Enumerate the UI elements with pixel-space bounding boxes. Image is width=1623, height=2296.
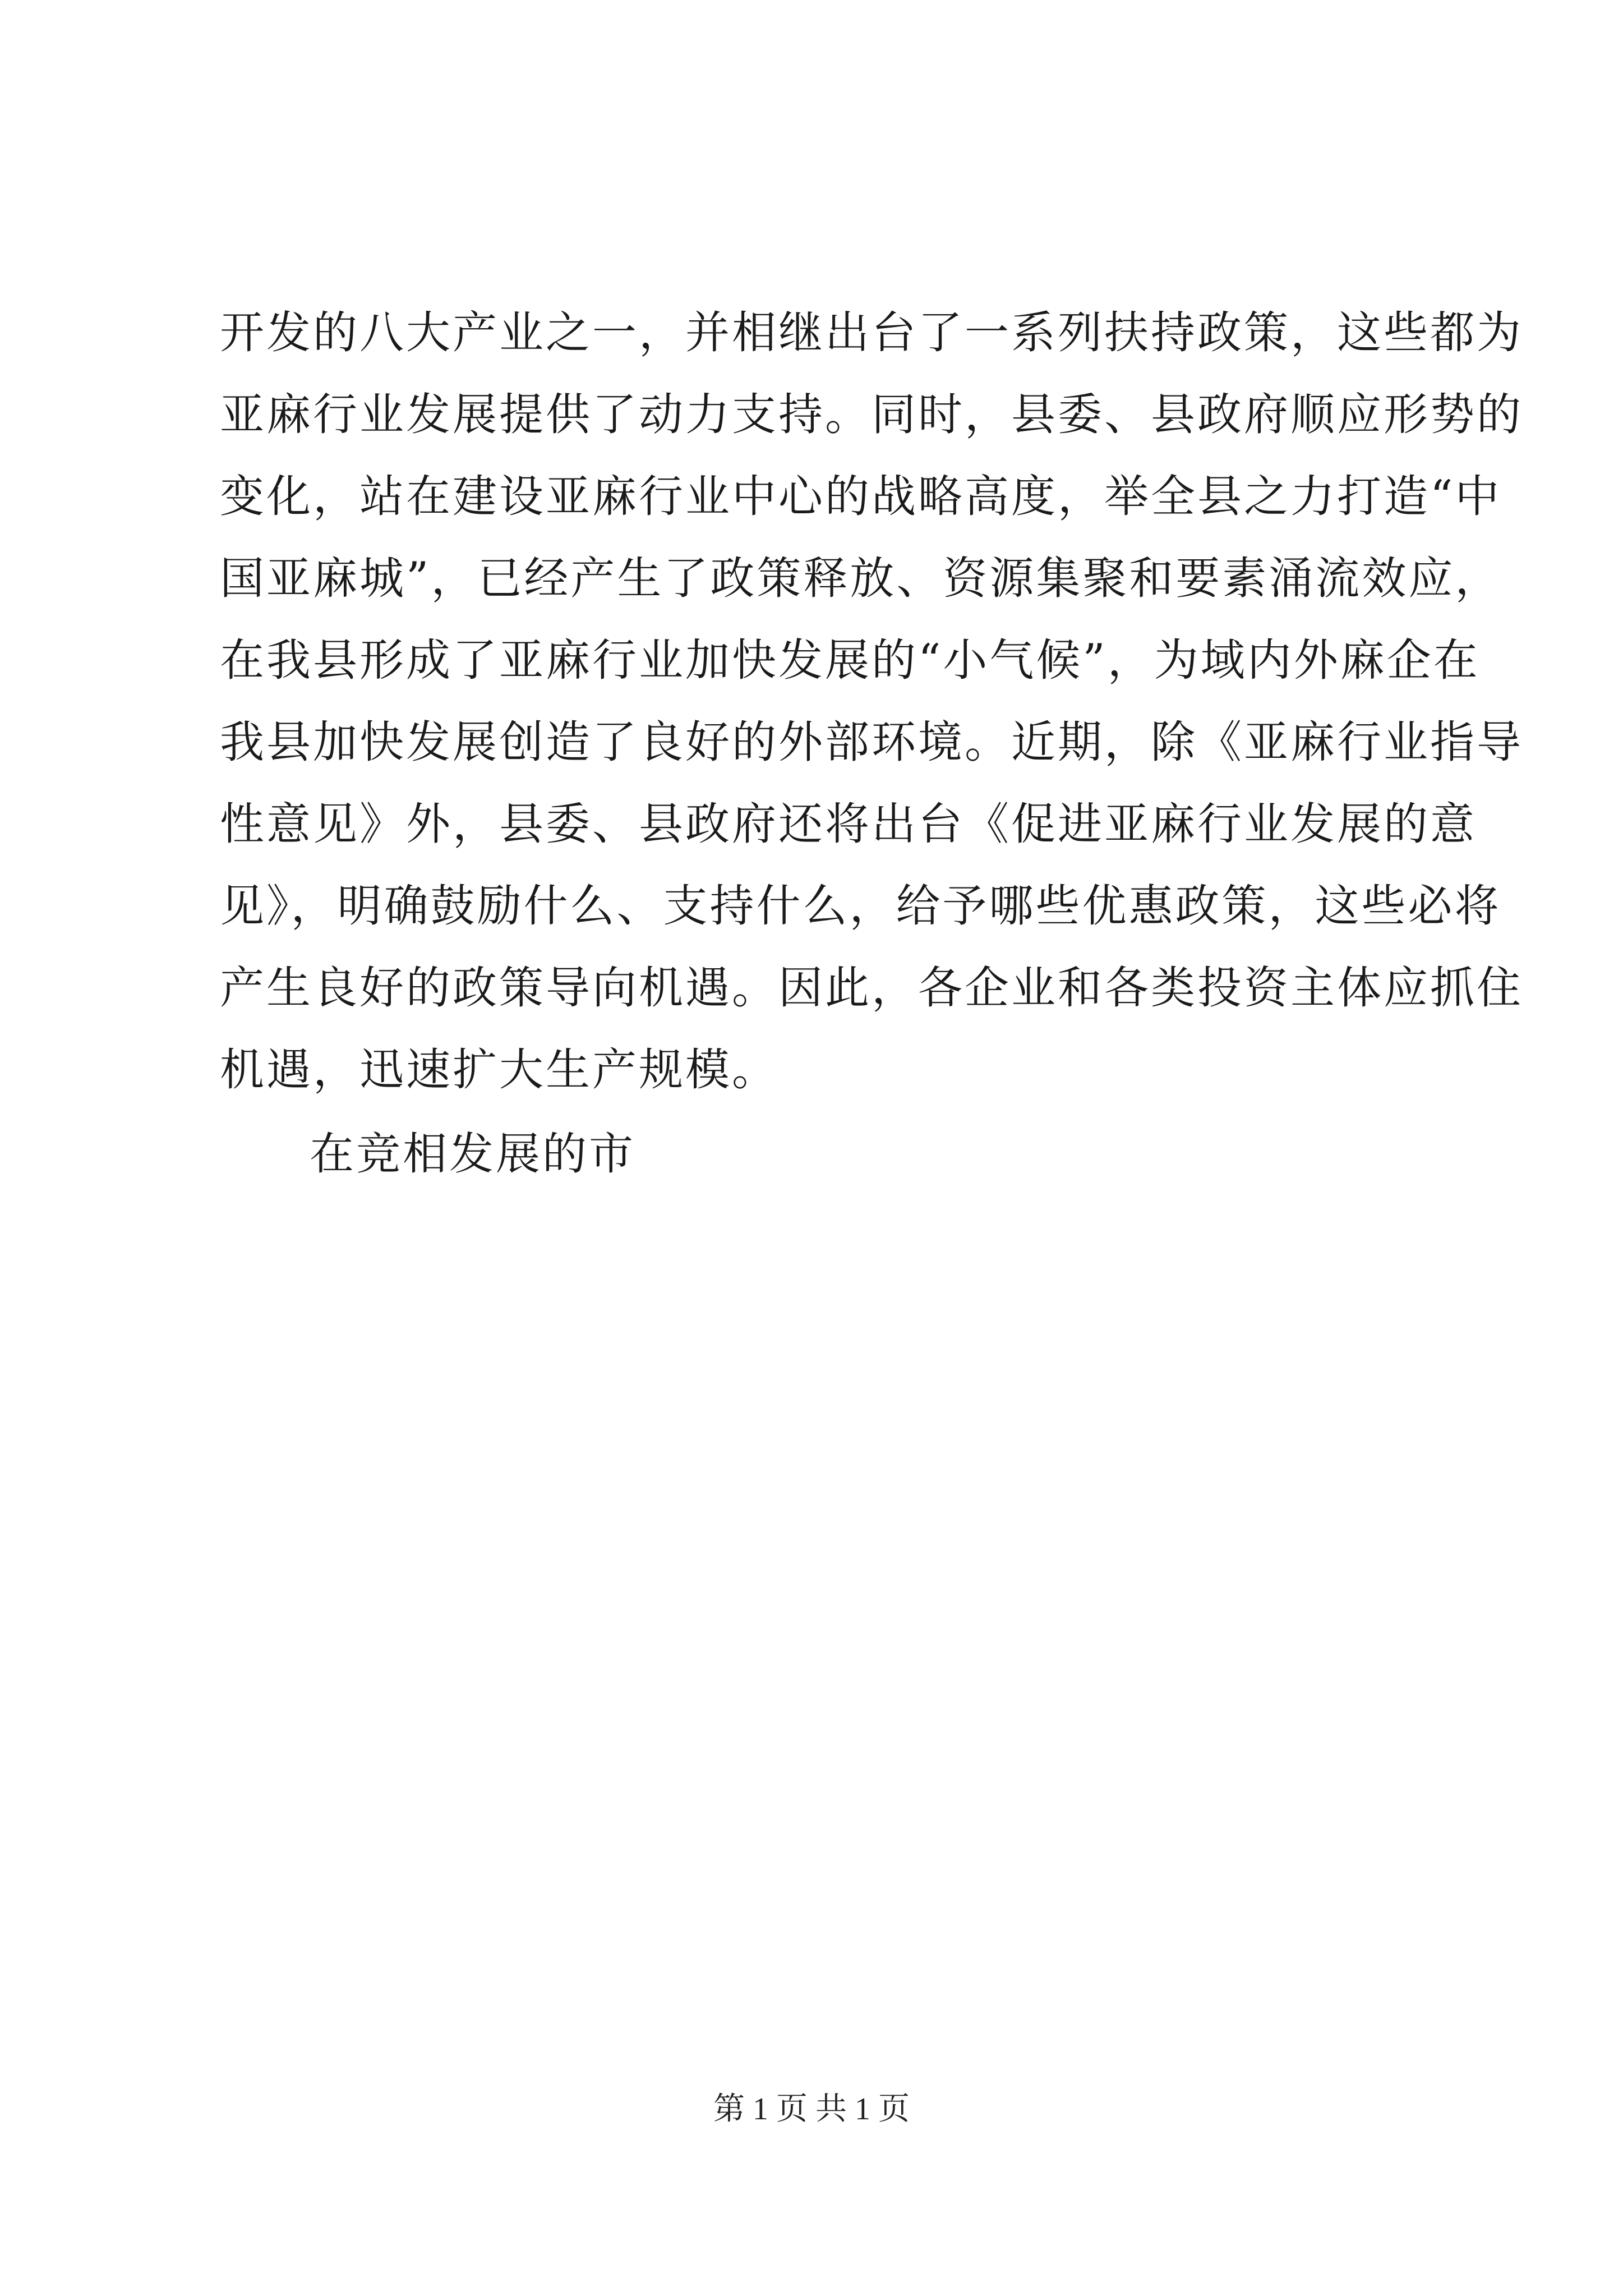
paragraph-line: 见》，明确鼓励什么、支持什么，给予哪些优惠政策，这些必将	[220, 880, 1501, 932]
document-body	[220, 292, 1523, 1195]
paragraph-line: 开发的八大产业之一，并相继出台了一系列扶持政策，这些都为	[220, 307, 1523, 358]
paragraph-line: 在我县形成了亚麻行业加快发展的“小气候”，为域内外麻企在	[220, 634, 1480, 686]
paragraph-2-start: 在竞相发展的市	[310, 1128, 635, 1180]
paragraph-line: 我县加快发展创造了良好的外部环境。近期，除《亚麻行业指导	[220, 716, 1523, 768]
paragraph-line: 变化，站在建设亚麻行业中心的战略高度，举全县之力打造“中	[220, 471, 1502, 522]
paragraph-line: 国亚麻城”，已经产生了政策释放、资源集聚和要素涌流效应，	[220, 553, 1502, 604]
paragraph-line: 机遇，迅速扩大生产规模。	[220, 1044, 778, 1096]
page-number-footer: 第 1 页 共 1 页	[713, 2092, 910, 2127]
paragraph-line: 性意见》外，县委、县政府还将出台《促进亚麻行业发展的意	[220, 798, 1477, 850]
paragraph-line: 产生良好的政策导向机遇。因此，各企业和各类投资主体应抓住	[220, 962, 1523, 1014]
paragraph-line: 亚麻行业发展提供了动力支持。同时，县委、县政府顺应形势的	[220, 389, 1523, 440]
